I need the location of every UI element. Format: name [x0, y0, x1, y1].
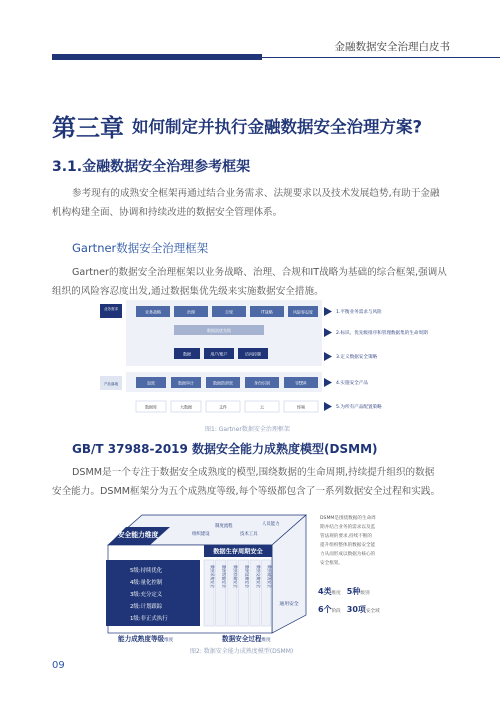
front-item: 数据交换安全 [256, 565, 261, 588]
row1-item: 合规 [225, 309, 233, 315]
row4-item: 数据审计 [178, 380, 194, 386]
row4-item: 加密 [147, 380, 155, 386]
gartner-subtitle: Gartner数据安全治理框架 [72, 241, 209, 255]
row4-item: UEBA [295, 380, 307, 386]
desc-line: DSMM是围绕数据的生命周 [320, 516, 376, 521]
top-item: 制度流程 [215, 524, 233, 529]
intro-paragraph [52, 184, 452, 222]
row1-item: 治理 [187, 309, 195, 315]
front-label: 数据生存周期安全 [213, 548, 263, 556]
dsmm-subtitle: GB/T 37988-2019 数据安全能力成熟度模型(DSMM) [72, 442, 378, 456]
chapter-heading [52, 108, 422, 143]
desc-line: 提升组织整体的数据安全能 [320, 543, 376, 548]
row-products [136, 377, 318, 388]
gartner-line-1: Gartner的数据安全治理框架以业务战略、治理、合规和IT战略为基础的综合框架,强调从 [72, 267, 447, 278]
row3-item: 数据 [183, 351, 191, 357]
dsmm-line-2: 安全能力。DSMM框架分为五个成熟度等级,每个等级都包含了一系列数据安全过程和实践。 [52, 486, 441, 497]
intro-line-1: 参考现有的成熟安全框架再通过结合业务需求、法规要求以及技术发展趋势,有助于金融 [72, 188, 440, 199]
section-title: 3.1.金融数据安全治理参考框架 [52, 159, 251, 175]
row2-item: 数据流优先级 [207, 328, 231, 333]
header-rule [262, 57, 500, 58]
step-5: 5.为所有产品配置策略 [336, 405, 382, 410]
step-arrows [324, 307, 332, 411]
gartner-line-2: 组织的风险容忍度出发,通过数据集优先级来实施数据安全措施。 [52, 286, 324, 297]
front-item: 数据销毁安全 [267, 565, 272, 588]
row5-item: 云 [260, 404, 264, 410]
row-targets [136, 401, 318, 412]
step-3: 3.定义数据安全策略 [336, 355, 378, 360]
dsmm-line-1: DSMM是一个专注于数据安全成熟度的模型,围绕数据的生命周期,持续提升组织的数据 [72, 467, 435, 478]
chapter-number: 第三章 [52, 114, 124, 142]
level-4: 4级:量化控制 [130, 580, 163, 586]
chapter-title: 如何制定并执行金融数据安全治理方案? [132, 117, 423, 137]
left-label-3: 产品落地 [103, 382, 119, 386]
level-2: 2级:计划跟踪 [130, 604, 163, 610]
row1-item: 风险容忍度 [293, 309, 313, 315]
row5-item: 文件 [219, 404, 227, 410]
level-5: 5级:持续优化 [130, 568, 163, 574]
left-label-1: 业务需求 [103, 307, 119, 311]
row4-item: 身份识别 [254, 380, 270, 386]
row5-item: 数据库 [145, 404, 157, 410]
steps [336, 308, 428, 410]
dsmm-stat-2: 6个阶段 30项安全域 [318, 605, 380, 614]
bottom-left-label: 能力成熟度等级维度 [118, 635, 174, 643]
gartner-paragraph [52, 263, 452, 301]
header-accent-bar [52, 54, 262, 60]
row1-item: IT战略 [261, 309, 273, 315]
running-header: 金融数据安全治理白皮书 [334, 41, 450, 53]
dsmm-stat-1: 4类维度 5种级别 [318, 587, 370, 596]
side-label: 通用安全 [279, 602, 299, 607]
step-2: 2.标识、优先级排序和管理数据集的生命周期 [336, 331, 428, 336]
row-strategy [136, 306, 318, 317]
dsmm-paragraph [52, 463, 452, 501]
row5-item: 终端 [297, 404, 305, 410]
row5-item: 大数据 [180, 404, 192, 410]
dsmm-description [320, 514, 376, 566]
top-label: 安全能力维度 [117, 531, 159, 539]
level-3: 3级:充分定义 [130, 592, 163, 598]
page-number: 09 [52, 660, 65, 671]
row-policy [174, 348, 268, 359]
dsmm-caption: 图2: 数据安全能力成熟度模型(DSMM) [190, 648, 294, 655]
top-item: 组织建设 [192, 532, 210, 537]
row3-item: 访问控制 [245, 351, 261, 357]
row4-item: 数据防泄密 [213, 380, 233, 386]
front-item: 数据处理安全 [244, 565, 250, 588]
step-1: 1.平衡业务需求与风险 [336, 310, 382, 315]
row1-item: 业务战略 [145, 309, 161, 315]
desc-line: 期并结合业务的需求以及监 [320, 525, 376, 530]
gartner-framework-diagram [100, 300, 460, 424]
level-1: 1级:非正式执行 [130, 616, 168, 622]
front-item: 数据存储安全 [233, 565, 238, 588]
desc-line: 管法规的要求,持续不断的 [320, 534, 372, 539]
intro-line-2: 机构构建全面、协调和持续改进的数据安全管理体系。 [52, 207, 283, 218]
desc-line: 安全框架。 [320, 561, 343, 566]
gartner-caption: 图1: Gartner数据安全治理框架 [205, 426, 290, 433]
front-item: 数据采集安全 [210, 565, 215, 588]
desc-line: 力从而形成以数据为核心的 [320, 552, 376, 557]
dsmm-cube-diagram [100, 505, 400, 645]
front-item: 数据传输安全 [221, 565, 227, 588]
bottom-right-label: 数据安全过程维度 [222, 635, 271, 643]
row3-item: 用户/账户 [210, 351, 228, 357]
top-item: 人员能力 [262, 522, 280, 527]
step-4: 4.实施安全产品 [336, 381, 368, 386]
top-item: 技术工具 [240, 532, 258, 537]
